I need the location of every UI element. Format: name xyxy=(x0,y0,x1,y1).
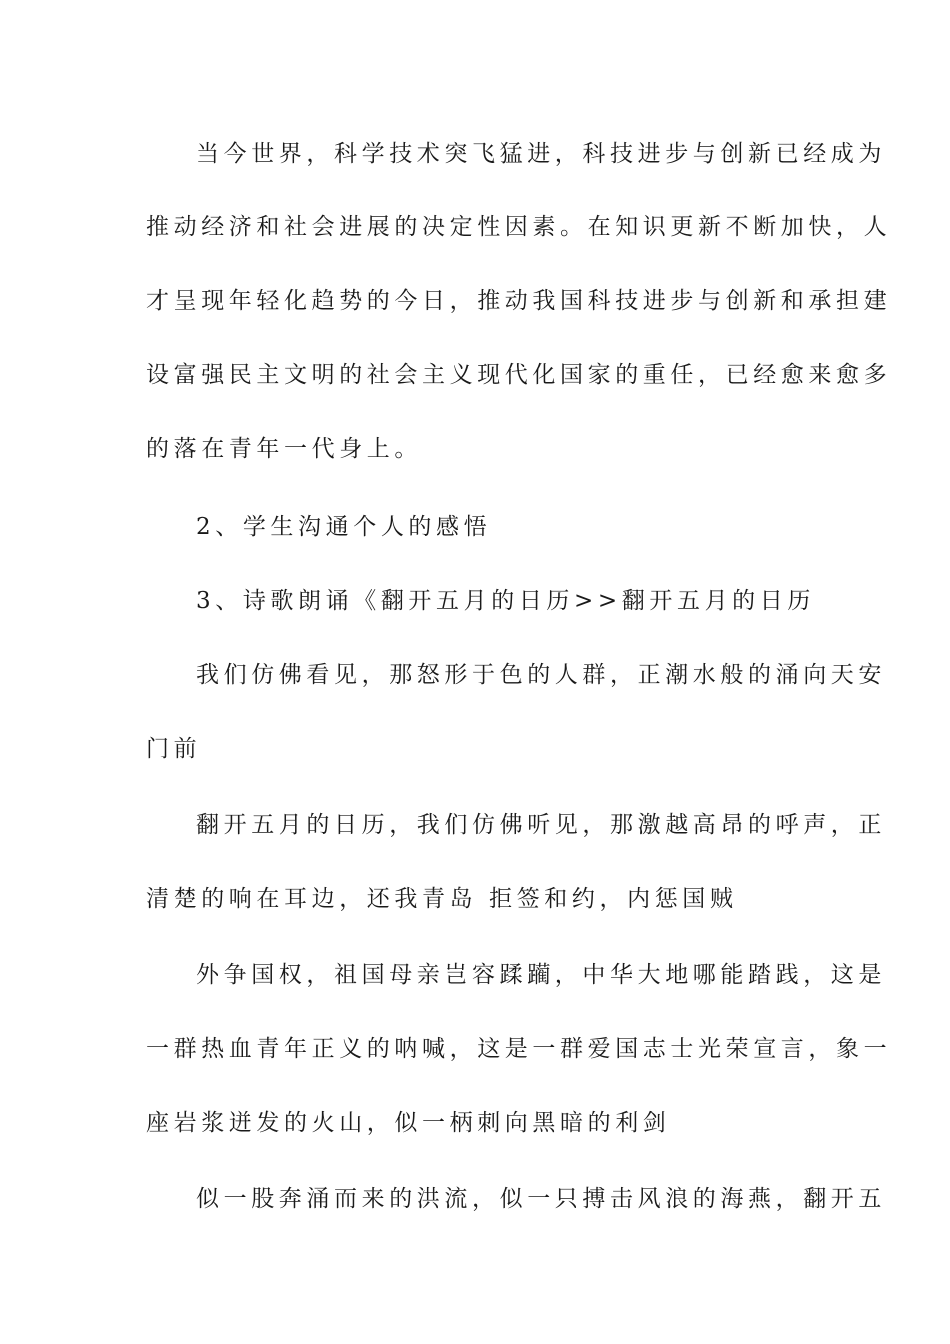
paragraph-line: 推动经济和社会进展的决定性因素。在知识更新不断加快，人 xyxy=(146,214,892,240)
section-heading: 2、学生沟通个人的感悟 xyxy=(196,514,492,540)
poem-line: 门前 xyxy=(146,736,202,762)
poem-line: 翻开五月的日历，我们仿佛听见，那激越高昂的呼声，正 xyxy=(196,812,886,838)
section-heading: 3、诗歌朗诵《翻开五月的日历>>翻开五月的日历 xyxy=(196,588,815,614)
paragraph-line: 当今世界，科学技术突飞猛进，科技进步与创新已经成为 xyxy=(196,141,886,167)
poem-line: 我们仿佛看见，那怒形于色的人群，正潮水般的涌向天安 xyxy=(196,662,886,688)
paragraph-line: 的落在青年一代身上。 xyxy=(146,436,422,462)
poem-line: 外争国权，祖国母亲岂容蹂躏，中华大地哪能踏践，这是 xyxy=(196,962,886,988)
poem-line: 清楚的响在耳边，还我青岛 拒签和约，内惩国贼 xyxy=(146,886,738,912)
paragraph-line: 才呈现年轻化趋势的今日，推动我国科技进步与创新和承担建 xyxy=(146,288,892,314)
poem-line: 似一股奔涌而来的洪流，似一只搏击风浪的海燕，翻开五 xyxy=(196,1186,886,1212)
paragraph-line: 设富强民主文明的社会主义现代化国家的重任，已经愈来愈多 xyxy=(146,362,892,388)
poem-line: 一群热血青年正义的呐喊，这是一群爱国志士光荣宣言，象一 xyxy=(146,1036,892,1062)
poem-line: 座岩浆迸发的火山，似一柄刺向黑暗的利剑 xyxy=(146,1110,671,1136)
